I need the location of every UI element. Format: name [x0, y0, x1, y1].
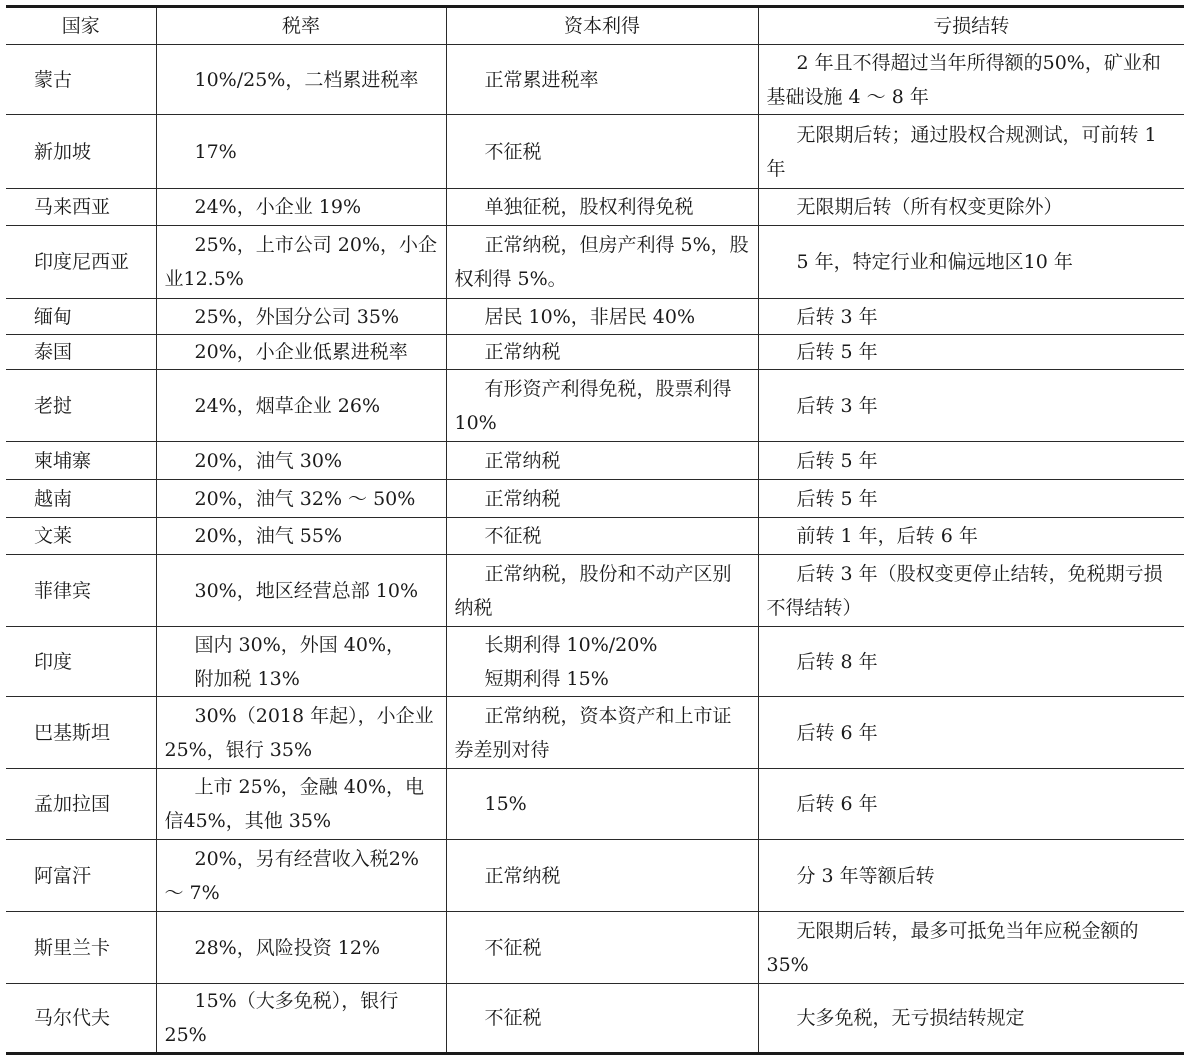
rate-cell: 20%，油气 30% [156, 442, 446, 480]
table-row [6, 697, 1184, 769]
table-row [6, 335, 1184, 370]
capital-gains-cell: 正常纳税 [446, 840, 758, 912]
header-country: 国家 [6, 7, 156, 45]
rate-cell: 25%，外国分公司 35% [156, 299, 446, 335]
table-row [6, 442, 1184, 480]
rate-cell: 30%（2018 年起），小企业25%，银行 35% [156, 697, 446, 769]
loss-carry-cell: 无限期后转，最多可抵免当年应税金额的 35% [758, 912, 1184, 984]
loss-carry-cell: 无限期后转（所有权变更除外） [758, 189, 1184, 226]
table-row [6, 984, 1184, 1054]
rate-cell: 20%，另有经营收入税2% ～ 7% [156, 840, 446, 912]
capital-gains-cell: 正常纳税 [446, 335, 758, 370]
country-cell: 越南 [6, 480, 156, 518]
rate-cell: 28%，风险投资 12% [156, 912, 446, 984]
table-row [6, 45, 1184, 115]
table-row [6, 769, 1184, 840]
capital-gains-cell: 单独征税，股权利得免税 [446, 189, 758, 226]
country-cell: 菲律宾 [6, 555, 156, 627]
loss-carry-cell: 后转 5 年 [758, 335, 1184, 370]
table-row [6, 555, 1184, 627]
country-cell: 印度尼西亚 [6, 226, 156, 299]
capital-gains-cell-line: 短期利得 15% [484, 667, 609, 690]
header-rate: 税率 [156, 7, 446, 45]
table-row [6, 840, 1184, 912]
loss-carry-cell: 后转 5 年 [758, 480, 1184, 518]
rate-cell: 24%，烟草企业 26% [156, 370, 446, 442]
capital-gains-cell: 正常纳税，但房产利得 5%，股权利得 5%。 [446, 226, 758, 299]
table-row [6, 480, 1184, 518]
rate-cell: 20%，小企业低累进税率 [156, 335, 446, 370]
table-row [6, 299, 1184, 335]
rate-cell [156, 627, 446, 697]
country-cell: 巴基斯坦 [6, 697, 156, 769]
table-row [6, 370, 1184, 442]
capital-gains-cell: 正常纳税，资本资产和上市证券差别对待 [446, 697, 758, 769]
capital-gains-cell [446, 627, 758, 697]
country-cell: 老挝 [6, 370, 156, 442]
country-cell: 新加坡 [6, 115, 156, 189]
loss-carry-cell: 前转 1 年，后转 6 年 [758, 518, 1184, 555]
country-cell: 印度 [6, 627, 156, 697]
loss-carry-cell: 分 3 年等额后转 [758, 840, 1184, 912]
loss-carry-cell: 后转 5 年 [758, 442, 1184, 480]
capital-gains-cell: 居民 10%，非居民 40% [446, 299, 758, 335]
country-cell: 阿富汗 [6, 840, 156, 912]
table-row [6, 226, 1184, 299]
loss-carry-cell: 2 年且不得超过当年所得额的50%，矿业和基础设施 4 ～ 8 年 [758, 45, 1184, 115]
table-row [6, 115, 1184, 189]
capital-gains-cell: 有形资产利得免税，股票利得 10% [446, 370, 758, 442]
table-row [6, 189, 1184, 226]
capital-gains-cell-line: 长期利得 10%/20% [484, 633, 658, 656]
loss-carry-cell: 5 年，特定行业和偏远地区10 年 [758, 226, 1184, 299]
capital-gains-cell: 不征税 [446, 912, 758, 984]
rate-cell-line: 国内 30%，外国 40%， [194, 633, 406, 656]
header-loss-carry: 亏损结转 [758, 7, 1184, 45]
loss-carry-cell: 后转 6 年 [758, 697, 1184, 769]
country-cell: 斯里兰卡 [6, 912, 156, 984]
loss-carry-cell: 后转 6 年 [758, 769, 1184, 840]
table-row [6, 627, 1184, 697]
table-row [6, 518, 1184, 555]
loss-carry-cell: 后转 3 年 [758, 299, 1184, 335]
header-capital-gains: 资本利得 [446, 7, 758, 45]
country-cell: 马来西亚 [6, 189, 156, 226]
country-cell: 泰国 [6, 335, 156, 370]
country-cell: 文莱 [6, 518, 156, 555]
rate-cell: 15%（大多免税），银行 25% [156, 984, 446, 1054]
tax-comparison-table [6, 5, 1184, 1055]
loss-carry-cell: 后转 3 年 [758, 370, 1184, 442]
capital-gains-cell: 正常累进税率 [446, 45, 758, 115]
loss-carry-cell: 后转 3 年（股权变更停止结转，免税期亏损不得结转） [758, 555, 1184, 627]
loss-carry-cell: 无限期后转；通过股权合规测试，可前转 1 年 [758, 115, 1184, 189]
header-row [6, 7, 1184, 45]
country-cell: 马尔代夫 [6, 984, 156, 1054]
country-cell: 孟加拉国 [6, 769, 156, 840]
capital-gains-cell: 正常纳税，股份和不动产区别纳税 [446, 555, 758, 627]
rate-cell: 25%，上市公司 20%，小企业12.5% [156, 226, 446, 299]
rate-cell: 20%，油气 32% ～ 50% [156, 480, 446, 518]
country-cell: 蒙古 [6, 45, 156, 115]
capital-gains-cell: 不征税 [446, 115, 758, 189]
capital-gains-cell: 15% [446, 769, 758, 840]
table-row [6, 912, 1184, 984]
capital-gains-cell: 不征税 [446, 518, 758, 555]
loss-carry-cell: 大多免税，无亏损结转规定 [758, 984, 1184, 1054]
capital-gains-cell: 正常纳税 [446, 442, 758, 480]
rate-cell: 10%/25%，二档累进税率 [156, 45, 446, 115]
loss-carry-cell: 后转 8 年 [758, 627, 1184, 697]
rate-cell: 30%，地区经营总部 10% [156, 555, 446, 627]
country-cell: 柬埔寨 [6, 442, 156, 480]
rate-cell: 20%，油气 55% [156, 518, 446, 555]
rate-cell: 24%，小企业 19% [156, 189, 446, 226]
rate-cell: 17% [156, 115, 446, 189]
country-cell: 缅甸 [6, 299, 156, 335]
capital-gains-cell: 正常纳税 [446, 480, 758, 518]
capital-gains-cell: 不征税 [446, 984, 758, 1054]
rate-cell-line: 附加税 13% [194, 667, 300, 690]
rate-cell: 上市 25%，金融 40%，电信45%，其他 35% [156, 769, 446, 840]
